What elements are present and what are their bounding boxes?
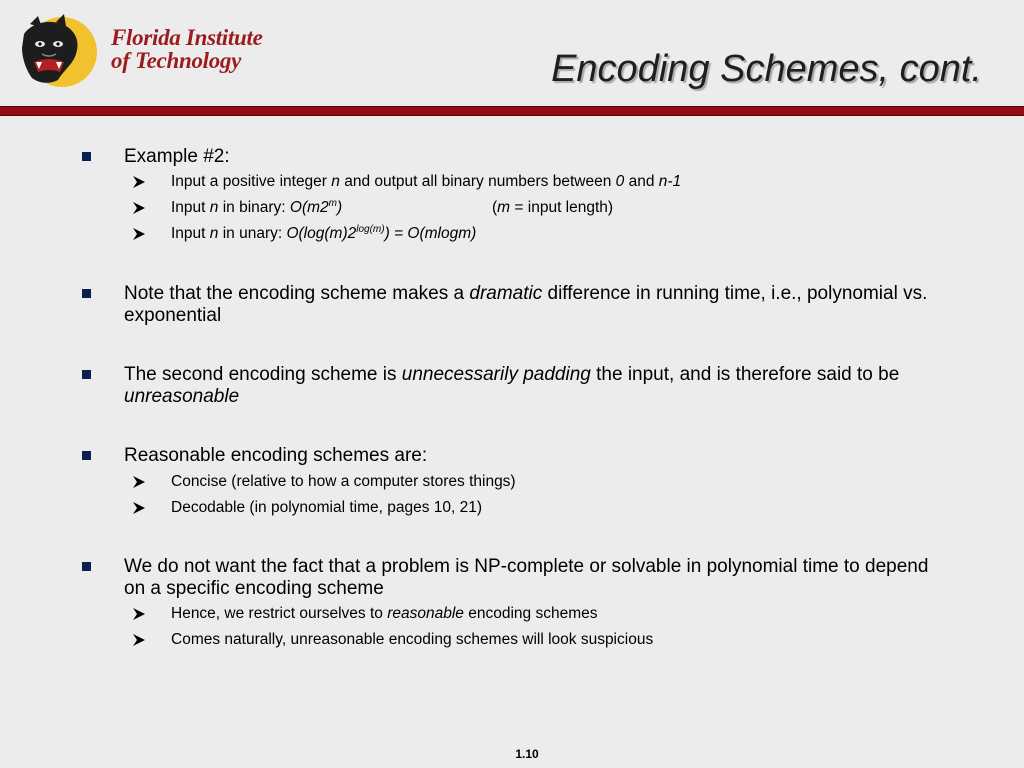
arrow-bullet-icon — [132, 201, 146, 215]
complexity-result: ) = O(mlogm) — [384, 225, 477, 242]
text: The second encoding scheme is — [124, 364, 402, 385]
slide-title: Encoding Schemes, cont. — [551, 48, 982, 90]
sub-bullet-decodable — [171, 498, 951, 518]
text: ( — [492, 199, 498, 216]
text: Input — [171, 199, 210, 216]
exponent-m: m — [328, 198, 338, 209]
var-n: n — [209, 199, 219, 216]
input-length-note — [492, 198, 613, 218]
logo-text-line1: Florida Institute — [111, 25, 263, 50]
bullet-np — [124, 556, 944, 600]
arrow-bullet-icon — [132, 227, 146, 241]
page-number: 1.10 — [515, 747, 539, 761]
arrow-bullet-icon — [132, 607, 146, 621]
arrow-bullet-icon — [132, 475, 146, 489]
bullet-second-scheme — [124, 364, 944, 408]
arrow-bullet-icon — [132, 175, 146, 189]
sub-bullet-example-2 — [171, 198, 951, 218]
var-n: n — [209, 225, 219, 242]
bullet-note — [124, 283, 944, 327]
example-label: Example #2: — [124, 146, 230, 167]
sub-bullet-example-1 — [171, 172, 951, 192]
square-bullet-icon — [82, 451, 91, 460]
text: Note that the encoding scheme makes a — [124, 283, 470, 304]
text: Hence, we restrict ourselves to — [171, 605, 388, 622]
text: ) — [337, 199, 343, 216]
text: difference in running time, i.e., polynomial vs. exponential — [124, 283, 928, 326]
list-item: Concise (relative to how a computer stores things) — [171, 473, 516, 490]
text: and — [624, 173, 659, 190]
bullet-example — [124, 146, 944, 168]
text: the input, and is therefore said to be — [590, 364, 900, 385]
text: encoding schemes — [463, 605, 598, 622]
reasonable-label: Reasonable encoding schemes are: — [124, 445, 428, 466]
text: in unary: — [218, 225, 287, 242]
list-item: Decodable (in polynomial time, pages 10, 21) — [171, 499, 483, 516]
text: Comes naturally, unreasonable encoding schemes will look suspicious — [171, 631, 654, 648]
text: Input a positive integer — [171, 173, 332, 190]
text: We do not want the fact that a problem is NP-complete or solvable in polynomial time to depend on a specific encoding scheme — [124, 556, 929, 599]
square-bullet-icon — [82, 152, 91, 161]
var-n: n — [331, 173, 340, 190]
text: = input length) — [510, 199, 614, 216]
bullet-reasonable — [124, 445, 944, 467]
sub-bullet-concise — [171, 472, 951, 492]
value-zero: 0 — [615, 173, 625, 190]
complexity-binary: O(m2 — [289, 199, 329, 216]
square-bullet-icon — [82, 370, 91, 379]
logo-text-line2: of Technology — [111, 48, 242, 73]
arrow-bullet-icon — [132, 501, 146, 515]
sub-bullet-suspicious — [171, 630, 951, 650]
square-bullet-icon — [82, 289, 91, 298]
emphasis-reasonable: reasonable — [387, 605, 464, 622]
complexity-unary: O(log(m)2 — [286, 225, 357, 242]
emphasis-padding: unnecessarily padding — [401, 364, 591, 385]
exponent-logm: log(m) — [356, 224, 385, 235]
arrow-bullet-icon — [132, 633, 146, 647]
sub-bullet-example-3 — [171, 224, 951, 244]
text: in binary: — [218, 199, 290, 216]
square-bullet-icon — [82, 562, 91, 571]
value-n-minus-1: n-1 — [658, 173, 682, 190]
text: Input — [171, 225, 210, 242]
sub-bullet-restrict — [171, 604, 951, 624]
var-m: m — [497, 199, 511, 216]
emphasis-unreasonable: unreasonable — [124, 386, 240, 407]
text: and output all binary numbers between — [339, 173, 616, 190]
emphasis-dramatic: dramatic — [469, 283, 543, 304]
